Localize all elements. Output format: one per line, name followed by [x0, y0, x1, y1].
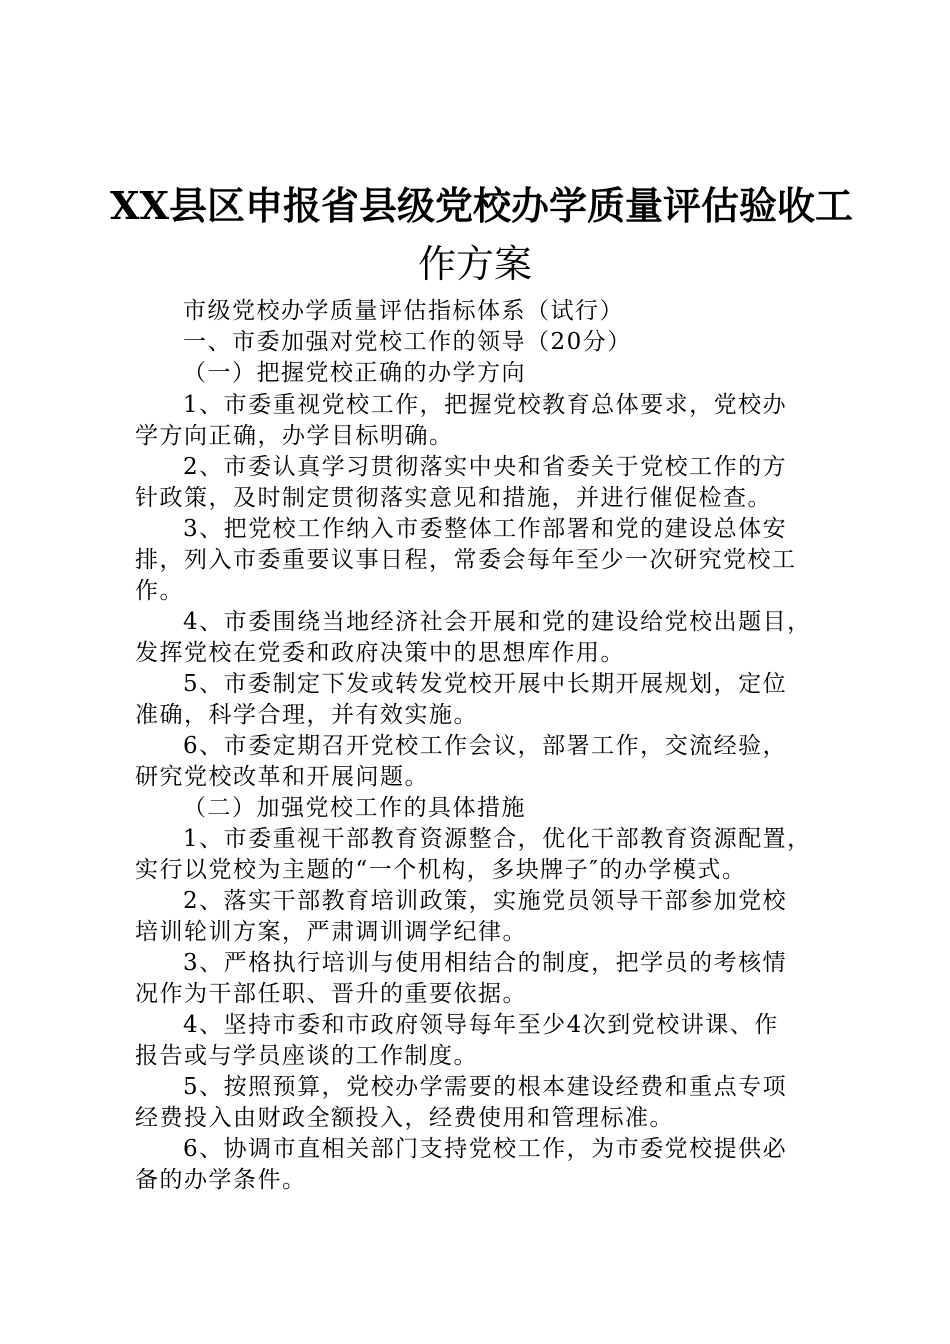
body-line: 4、市委围绕当地经济社会开展和党的建设给党校出题目， [183, 609, 812, 635]
body-line: 针政策，及时制定贯彻落实意见和措施，并进行催促检查。 [135, 485, 772, 511]
body-line: 3、把党校工作纳入市委整体工作部署和党的建设总体安 [183, 516, 788, 542]
body-line: 1、市委重视党校工作，把握党校教育总体要求，党校办 [183, 392, 788, 418]
body-line: 报告或与学员座谈的工作制度。 [135, 1043, 478, 1069]
body-line: 排，列入市委重要议事日程，常委会每年至少一次研究党校工 [135, 547, 797, 573]
document-title-line-2: 作方案 [417, 242, 532, 286]
body-line-subsection-2: （二）加强党校工作的具体措施 [183, 795, 526, 821]
body-line: 实行以党校为主题的“一个机构，多块牌子″的办学模式。 [135, 857, 747, 883]
body-line: 研究党校改革和开展问题。 [135, 764, 429, 790]
body-line: 准确，科学合理，并有效实施。 [135, 702, 478, 728]
body-line: 培训轮训方案，严肃调训调学纪律。 [135, 919, 527, 945]
body-line: 6、协调市直相关部门支持党校工作，为市委党校提供必 [183, 1136, 788, 1162]
body-line-subtitle: 市级党校办学质量评估指标体系（试行） [183, 298, 624, 324]
body-line: 2、市委认真学习贯彻落实中央和省委关于党校工作的方 [183, 454, 788, 480]
body-line: 4、坚持市委和市政府领导每年至少4次到党校讲课、作 [183, 1012, 779, 1038]
body-line: 1、市委重视干部教育资源整合，优化干部教育资源配置， [183, 826, 812, 852]
body-line: 6、市委定期召开党校工作会议，部署工作，交流经验， [183, 733, 788, 759]
body-line: 经费投入由财政全额投入，经费使用和管理标准。 [135, 1105, 674, 1131]
body-line-subsection-1: （一）把握党校正确的办学方向 [183, 360, 526, 386]
body-line: 3、严格执行培训与使用相结合的制度，把学员的考核情 [183, 950, 788, 976]
body-line-section-1: 一、市委加强对党校工作的领导（20分） [183, 329, 632, 355]
document-title-line-1: XX县区申报省县级党校办学质量评估验收工 [110, 183, 853, 228]
body-line: 况作为干部任职、晋升的重要依据。 [135, 981, 527, 1007]
body-line: 5、市委制定下发或转发党校开展中长期开展规划，定位 [183, 671, 788, 697]
body-line: 2、落实干部教育培训政策，实施党员领导干部参加党校 [183, 888, 788, 914]
body-line: 发挥党校在党委和政府决策中的思想库作用。 [135, 640, 625, 666]
body-line: 备的办学条件。 [135, 1167, 307, 1193]
body-line: 作。 [135, 578, 184, 604]
body-line: 5、按照预算，党校办学需要的根本建设经费和重点专项 [183, 1074, 788, 1100]
body-line: 学方向正确，办学目标明确。 [135, 423, 454, 449]
